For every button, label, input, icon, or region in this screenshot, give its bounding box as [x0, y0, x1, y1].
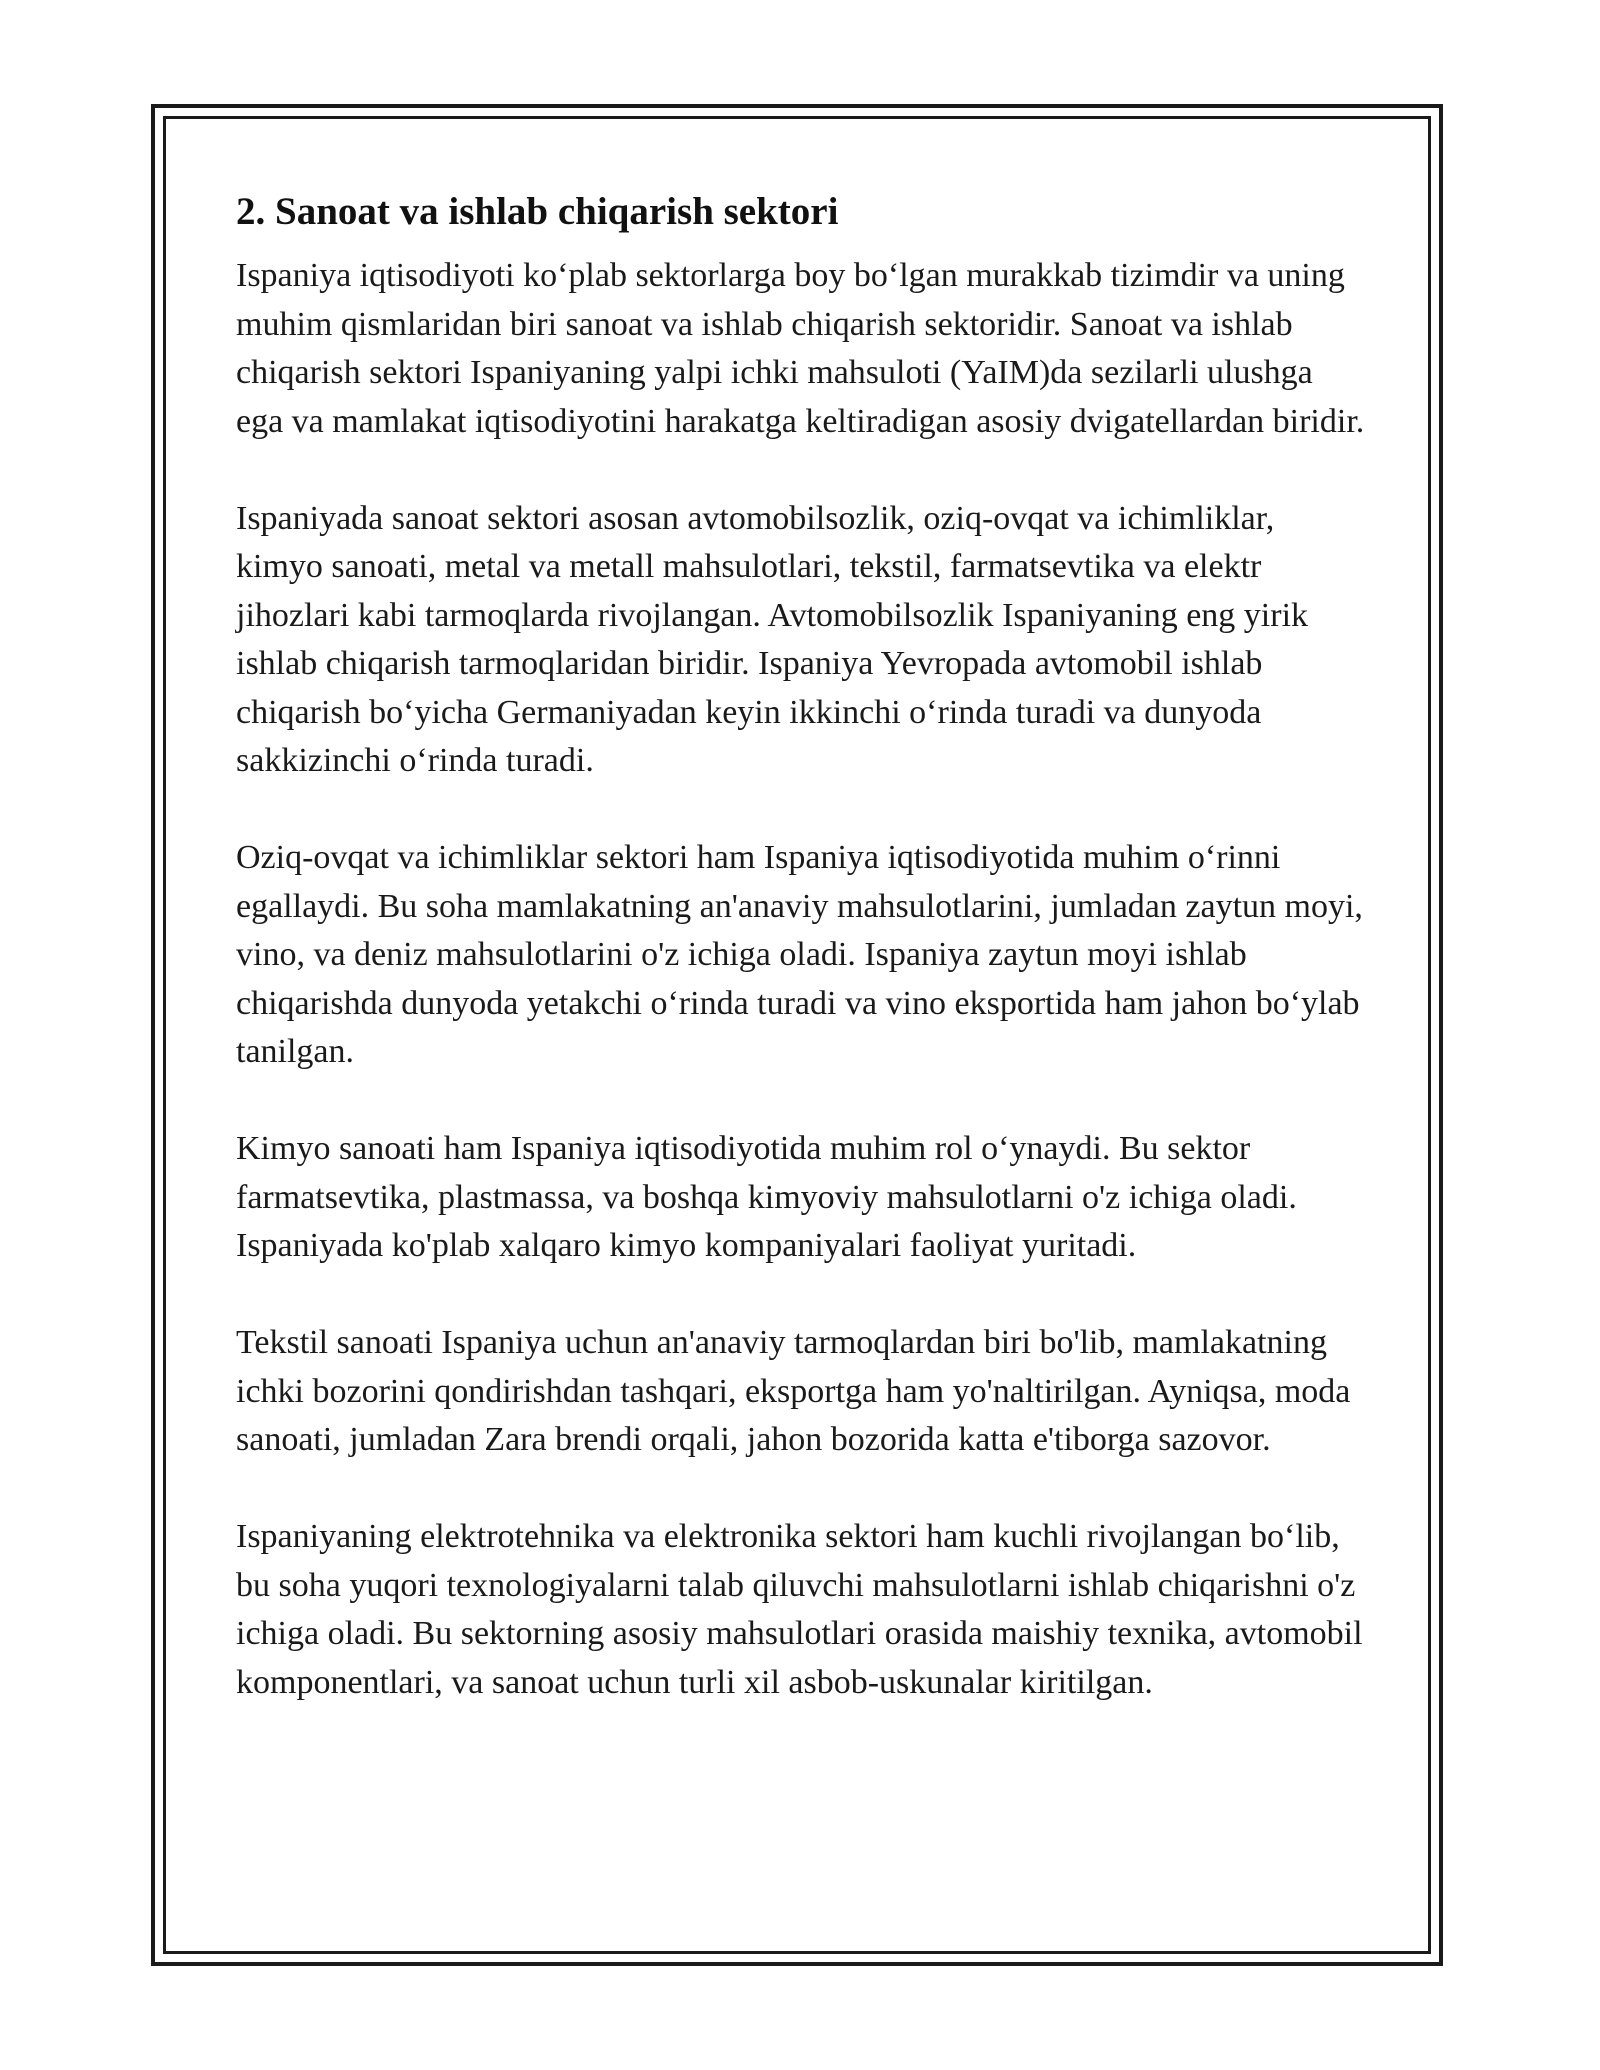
paragraph-intro: Ispaniya iqtisodiyoti ko‘plab sektorlarga boy bo‘lgan murakkab tizimdir va uning muhim qismlaridan biri sanoat va ishlab chiqarish sektoridir. Sanoat va ishlab chiqarish sektori Ispaniyaning yalpi ichki mahsuloti (YaIM)da sezilarli ulushga ega va mamlakat iqtisodiyotini harakatga keltiradigan asosiy dvigatellardan biridir. [236, 257, 1365, 440]
document-body [236, 184, 1366, 1756]
section-heading: 2. Sanoat va ishlab chiqarish sektori [236, 190, 839, 233]
paragraph-food-beverage: Oziq-ovqat va ichimliklar sektori ham Ispaniya iqtisodiyotida muhim o‘rinni egallaydi. Bu soha mamlakatning an'anaviy mahsulotlarini, jumladan zaytun moyi, vino, va deniz mahsulotlarini o'z ichiga oladi. Ispaniya zaytun moyi ishlab chiqarishda dunyoda yetakchi o‘rinda turadi va vino eksportida ham jahon bo‘ylab tanilgan. [236, 839, 1363, 1070]
paragraph-electronics: Ispaniyaning elektrotehnika va elektronika sektori ham kuchli rivojlangan bo‘lib, bu soha yuqori texnologiyalarni talab qiluvchi mahsulotlarni ishlab chiqarishni o'z ichiga oladi. Bu sektorning asosiy mahsulotlari orasida maishiy texnika, avtomobil komponentlari, va sanoat uchun turli xil asbob-uskunalar kiritilgan. [236, 1518, 1363, 1701]
paragraph-chemical: Kimyo sanoati ham Ispaniya iqtisodiyotida muhim rol o‘ynaydi. Bu sektor farmatsevtika, plastmassa, va boshqa kimyoviy mahsulotlarni o'z ichiga oladi. Ispaniyada ko'plab xalqaro kimyo kompaniyalari faoliyat yuritadi. [236, 1130, 1297, 1264]
paragraph-industry-branches: Ispaniyada sanoat sektori asosan avtomobilsozlik, oziq-ovqat va ichimliklar, kimyo sanoati, metal va metall mahsulotlari, tekstil, farmatsevtika va elektr jihozlari kabi tarmoqlarda rivojlangan. Avtomobilsozlik Ispaniyaning eng yirik ishlab chiqarish tarmoqlaridan biridir. Ispaniya Yevropada avtomobil ishlab chiqarish bo‘yicha Germaniyadan keyin ikkinchi o‘rinda turadi va dunyoda sakkizinchi o‘rinda turadi. [236, 499, 1309, 779]
paragraph-textile: Tekstil sanoati Ispaniya uchun an'anaviy tarmoqlardan biri bo'lib, mamlakatning ichki bozorini qondirishdan tashqari, eksportga ham yo'naltirilgan. Ayniqsa, moda sanoati, jumladan Zara brendi orqali, jahon bozorida katta e'tiborga sazovor. [236, 1324, 1351, 1458]
